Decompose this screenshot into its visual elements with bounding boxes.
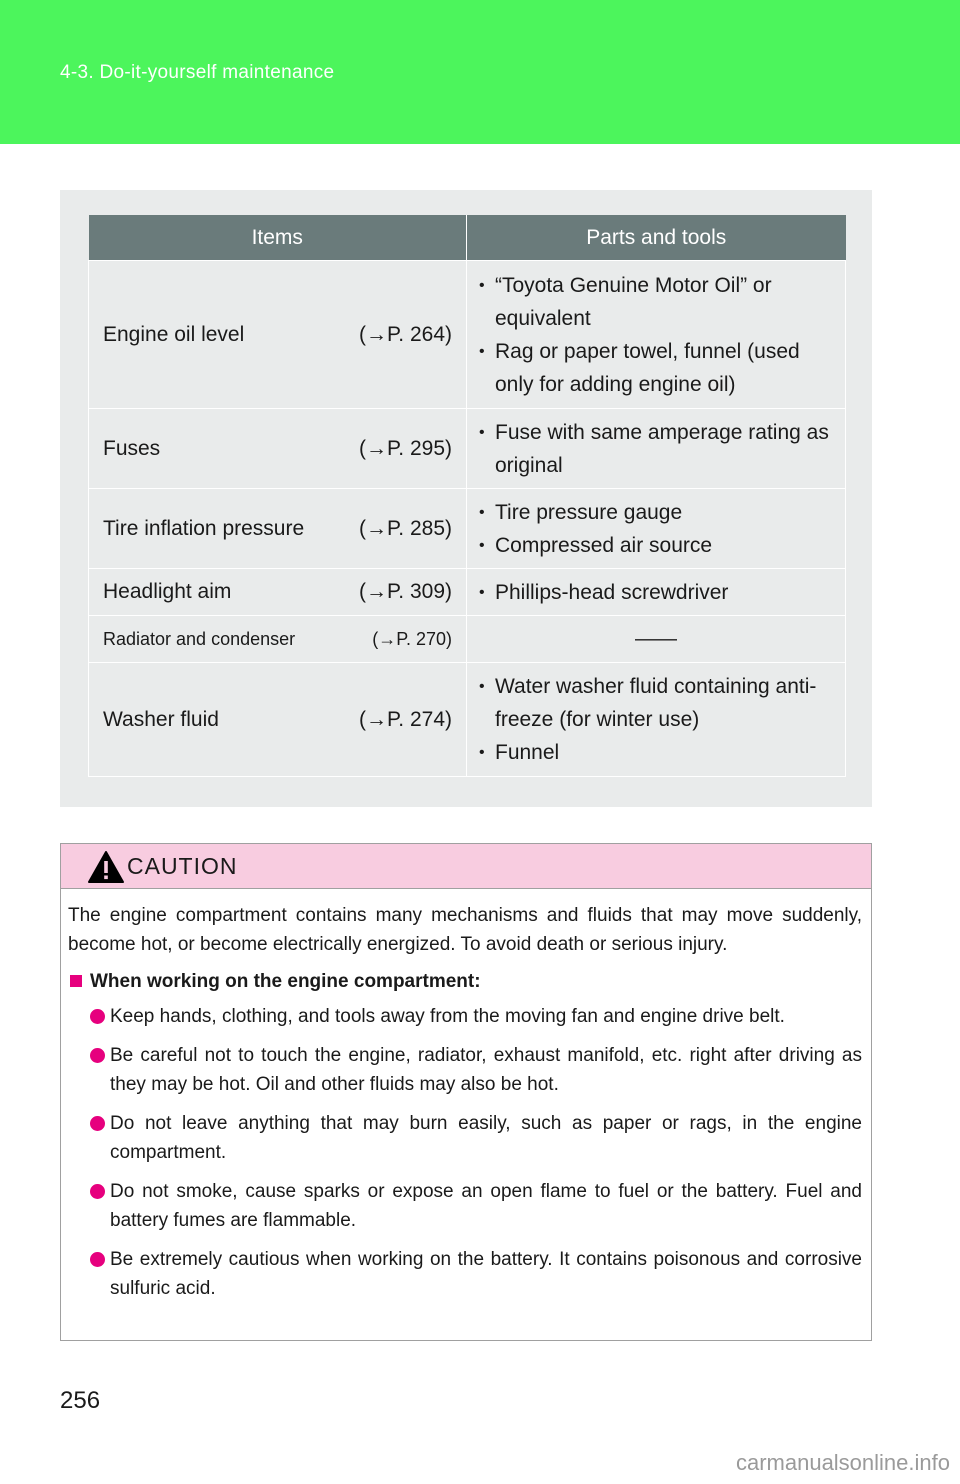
table-row [89, 261, 846, 409]
section-title: 4-3. Do-it-yourself maintenance [60, 62, 335, 83]
list-item: • Fuse with same amperage rating as original [479, 416, 837, 482]
caution-point-text: Do not leave anything that may burn easily, such as paper or rags, in the engine compartment. [110, 1113, 862, 1163]
caution-point [68, 1002, 862, 1031]
caution-point [68, 1177, 862, 1235]
caution-intro: The engine compartment contains many mechanisms and fluids that may move suddenly, become hot, or become electrically energized. To avoid death or serious injury. [68, 905, 862, 955]
list-item: • Tire pressure gauge [479, 496, 837, 529]
page-reference: (→P. 309) [359, 580, 452, 603]
parts-cell [467, 663, 846, 777]
table-row [89, 489, 846, 569]
list-item: • Compressed air source [479, 529, 837, 562]
page-reference: (→P. 285) [359, 516, 452, 540]
page-reference: (→P. 270) [372, 628, 452, 649]
section-header-band [0, 0, 960, 144]
list-item: • Phillips-head screwdriver [479, 576, 837, 609]
column-header-parts: Parts and tools [467, 215, 846, 261]
table-row [89, 569, 846, 616]
caution-point-text: Keep hands, clothing, and tools away from the moving fan and engine drive belt. [110, 1006, 785, 1027]
caution-point [68, 1109, 862, 1167]
circle-bullet-icon [90, 1184, 105, 1199]
parts-cell [467, 261, 846, 409]
watermark-text: carmanualsonline.info [735, 1450, 950, 1475]
empty-dash: —— [635, 627, 677, 650]
caution-point-text: Be extremely cautious when working on the battery. It contains poisonous and corrosive sulfuric acid. [110, 1249, 862, 1299]
parts-cell [467, 489, 846, 569]
list-item: • “Toyota Genuine Motor Oil” or equivalent [479, 269, 837, 335]
item-cell [89, 663, 467, 777]
page-reference: (→P. 264) [359, 322, 452, 346]
caution-body [61, 889, 871, 1303]
item-name: Headlight aim [103, 580, 232, 603]
warning-triangle-icon [87, 850, 125, 884]
table-header-row [89, 215, 846, 261]
column-header-items: Items [89, 215, 467, 261]
parts-cell [467, 409, 846, 489]
list-item: • Water washer fluid containing anti-freeze (for winter use) [479, 670, 837, 736]
circle-bullet-icon [90, 1116, 105, 1131]
item-name: Radiator and condenser [103, 628, 296, 649]
parts-cell [467, 616, 846, 663]
page-reference: (→P. 295) [359, 436, 452, 460]
item-cell [89, 569, 467, 616]
caution-point-text: Do not smoke, cause sparks or expose an open flame to fuel or the battery. Fuel and battery fumes are flammable. [110, 1181, 862, 1231]
item-name: Fuses [103, 436, 161, 460]
item-cell [89, 489, 467, 569]
page-reference: (→P. 274) [359, 707, 452, 731]
item-name: Washer fluid [103, 707, 219, 731]
caution-subheading [68, 967, 862, 996]
list-item: • Funnel [479, 736, 837, 769]
circle-bullet-icon [90, 1009, 105, 1024]
square-bullet-icon [70, 975, 82, 987]
item-name: Engine oil level [103, 322, 245, 346]
circle-bullet-icon [90, 1048, 105, 1063]
parts-cell [467, 569, 846, 616]
table-row [89, 409, 846, 489]
caution-title: CAUTION [127, 853, 238, 879]
caution-header [61, 844, 871, 889]
caution-point [68, 1245, 862, 1303]
list-item: • Rag or paper towel, funnel (used only for adding engine oil) [479, 335, 837, 401]
item-cell [89, 409, 467, 489]
caution-box [60, 843, 872, 1341]
maintenance-table [88, 215, 846, 777]
caution-point [68, 1041, 862, 1099]
item-cell [89, 616, 467, 663]
table-row [89, 663, 846, 777]
page-number: 256 [60, 1387, 101, 1414]
circle-bullet-icon [90, 1252, 105, 1267]
item-name: Tire inflation pressure [103, 516, 305, 540]
subheading-text: When working on the engine compartment: [90, 971, 481, 992]
table-row [89, 616, 846, 663]
item-cell [89, 261, 467, 409]
caution-point-text: Be careful not to touch the engine, radiator, exhaust manifold, etc. right after driving as they may be hot. Oil and other fluids may also be hot. [110, 1045, 862, 1095]
